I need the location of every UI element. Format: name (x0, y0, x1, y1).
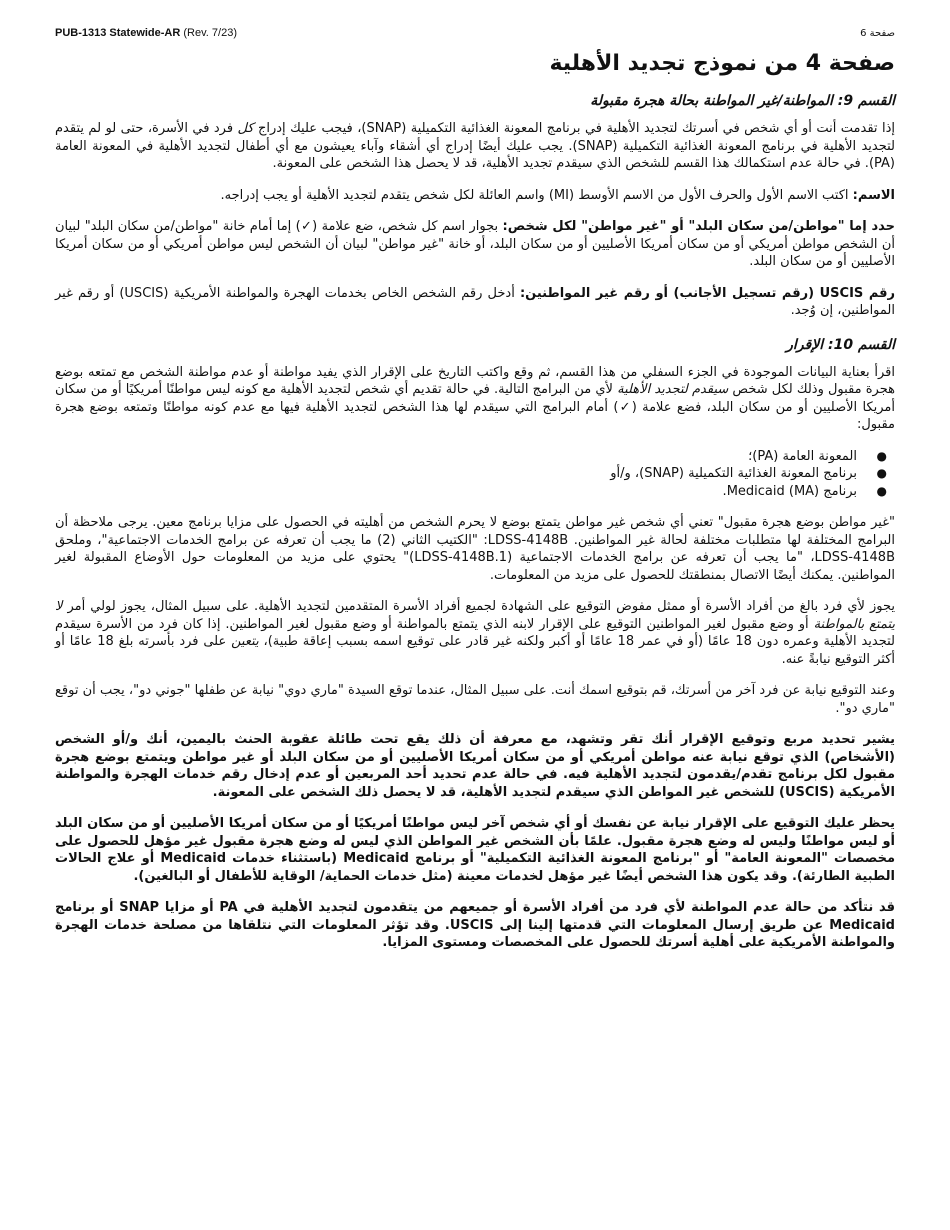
section9-intro: إذا تقدمت أنت أو أي شخص في أسرتك لتجديد الأهلية في برنامج المعونة الغذائية التكميلية (SNAP)، فيجب عليك إدراج كل فرد في الأسرة، حتى لو لم يتقدم لتجديد الأهلية في برنامج المعونة الغذائية التكميلية (SNAP). يجب عليك أيضًا إدراج أي أشقاء وآباء يعيشون مع أي أطفال لتجديد الأهلية في المعونة العامة (PA). في حالة عدم استكمالك هذا القسم للشخص الذي سيقدم تجديد الأهلية، قد لا يحصل هذا الشخص على المعونة. (55, 121, 896, 171)
declaration-intro: اقرأ بعناية البيانات الموجودة في الجزء السفلي من هذا القسم، ثم وقع واكتب التاريخ على الإقرار الذي يفيد مواطنة أو عدم مواطنة الشخص مع تمتعه بوضع هجرة مقبول وذلك لكل شخص سيقدم لتجديد الأهلية لأي من البرامج التالية. في حالة تقديم أي شخص لتجديد الأهلية مع كونه ليس مواطنًا أمريكيًا أو من سكان أمريكا الأصليين أو من سكان البلد، فضع علامة (✓) أمام البرامج التي سيقدم لها هذا الشخص لتجديد الأهلية فيها مع عدم كونه مواطنًا وتمتعه بوضع هجرة مقبول: (55, 364, 895, 432)
form-revision: (Rev. 7/23) (183, 27, 237, 39)
section9-heading: القسم 9: المواطنة/غير المواطنة بحالة هجرة مقبولة (590, 93, 895, 109)
page-title: صفحة 4 من نموذج تجديد الأهلية (549, 51, 895, 76)
signing-example: وعند التوقيع نيابة عن فرد آخر من أسرتك، قم بتوقيع اسمك أنت. على سبيل المثال، عندما توقع السيدة "ماري دوي" نيابة عن طفلها "جوني دو"، يجب أن توقع "ماري دو". (55, 683, 895, 716)
list-item: ● برنامج Medicaid (MA). (722, 483, 887, 499)
signing-rules: يجوز لأي فرد بالغ من أفراد الأسرة أو ممثل مفوض التوقيع على الشهادة لجميع أفراد الأسرة المتقدمين لتجديد الأهلية. على سبيل المثال، يجوز لولي أمر لا يتمتع بالمواطنة أو وضع مقبول لغير المواطنين التوقيع على الإقرار لابنه الذي يتمتع بالمواطنة أو وضع مقبول لغير المواطنين. إذا كان فرد من الأسرة سيقدم لتجديد الأهلية وعمره دون 18 عامًا (أو في عمر 18 عامًا أو أكبر ولكنه غير قادر على توقيع اسمه بسبب إعاقة طبية)، يتعين على فرد بأسرته بلغ 18 عامًا أو أكثر التوقيع نيابةً عنه. (55, 599, 896, 667)
uscis-instruction: رقم USCIS (رقم تسجيل الأجانب) أو رقم غير المواطنين: أدخل رقم الشخص الخاص بخدمات الهجرة والمواطنة الأمريكية (USCIS) أو رقم غير المواطنين، إن وُجد. (55, 285, 896, 318)
name-instruction: الاسم: اكتب الاسم الأول والحرف الأول من الاسم الأوسط (MI) واسم العائلة لكل شخص يتقدم لتجديد الأهلية أو يجب إدراجه. (220, 187, 895, 203)
prohibition-statement: يحظر عليك التوقيع على الإقرار نيابة عن نفسك أو أي شخص آخر ليس مواطنًا أمريكيًا أو من سكان أمريكا الأصليين أو من سكان البلد أو ليس مواطنًا وليس له وضع هجرة مقبول. علمًا بأن الشخص غير المواطن الذي ليس له وضع هجرة مقبول غير مؤهل للحصول على مخصصات "المعونة العامة" أو "برنامج المعونة الغذائية التكميلية" أو برنامج Medicaid (باستثناء خدمات Medicaid أو علاج الحالات الطبية الطارئة). وقد يكون هذا الشخص أيضًا غير مؤهل لخدمات معينة (مثل خدمات الحماية/ الوقاية للأطفال أو البالغين). (55, 816, 895, 884)
page-number: صفحة 6 (860, 27, 895, 39)
page-header (55, 22, 895, 44)
section10-heading: القسم 10: الإقرار (786, 336, 895, 353)
verification-statement: قد نتأكد من حالة عدم المواطنة لأي فرد من أفراد الأسرة أو جميعهم من يتقدمون لتجديد الأهلية في PA أو مزايا SNAP أو برنامج Medicaid عن طريق إرسال المعلومات التي قدمتها إلينا إلى USCIS. وقد تؤثر المعلومات التي نتلقاها من مصلحة خدمات الهجرة والمواطنة الأمريكية على أهلية أسرتك للحصول على المخصصات ومستوى المزايا. (55, 900, 895, 950)
program-list (55, 448, 895, 501)
noncitizen-definition: "غير مواطن بوضع هجرة مقبول" تعني أي شخص غير مواطن يتمتع بوضع لا يحرم الشخص من أهليته في الحصول على مزايا برنامج معين. يرجى ملاحظة أن البرامج المختلفة لها متطلبات مختلفة لحالة غير المواطنين. LDSS-4148B: "الكتيب الثاني (2) ما يجب أن تعرفه عن برامج الخدمات الاجتماعية"، وملحق LDSS-4148B، "ما يجب أن تعرفه عن برامج الخدمات الاجتماعية (LDSS-4148B.1)" يحتوي على مزيد من المعلومات حول الأوضاع المقبولة لغير المواطنين. يمكنك أيضًا الاتصال بمنطقتك للحصول على مزيد من المعلومات. (55, 515, 895, 583)
document-page (55, 22, 895, 966)
perjury-statement: يشير تحديد مربع وتوقيع الإقرار أنك تقر وتشهد، مع معرفة أن ذلك يقع تحت طائلة عقوبة الحنث باليمين، أنك و/أو الشخص (الأشخاص) الذي توقع نيابة عنه مواطن أمريكي أو من سكان أمريكا الأصليين أو من سكان البلد أو غير مواطن ويتمتع بوضع هجرة مقبول لكل برنامج تقدم/يقدمون لتجديد الأهلية فيه. في حالة عدم تحديد أحد المربعين أو عدم إدخال رقم خدمات الهجرة والمواطنة الأمريكية (USCIS) للشخص غير المواطن الذي سيقدم لتجديد الأهلية، قد لا يحصل ذلك الشخص على المعونة. (55, 732, 895, 800)
citizen-instruction: حدد إما "مواطن/من سكان البلد" أو "غير مواطن" لكل شخص: بجوار اسم كل شخص، ضع علامة (✓) إما أمام خانة "مواطن/من سكان البلد" لبيان أن الشخص مواطن أمريكي أو من سكان أمريكا الأصليين أو من سكان البلد، أو خانة "غير مواطن" لبيان أن الشخص ليس مواطن أمريكي أو من سكان أمريكا الأصليين أو من سكان البلد. (55, 219, 895, 269)
list-item: ● المعونة العامة (PA)؛ (748, 448, 887, 464)
form-id: PUB-1313 Statewide-AR (Rev. 7/23) (55, 27, 237, 39)
list-item: ● برنامج المعونة الغذائية التكميلية (SNAP)، و/أو (610, 466, 887, 481)
